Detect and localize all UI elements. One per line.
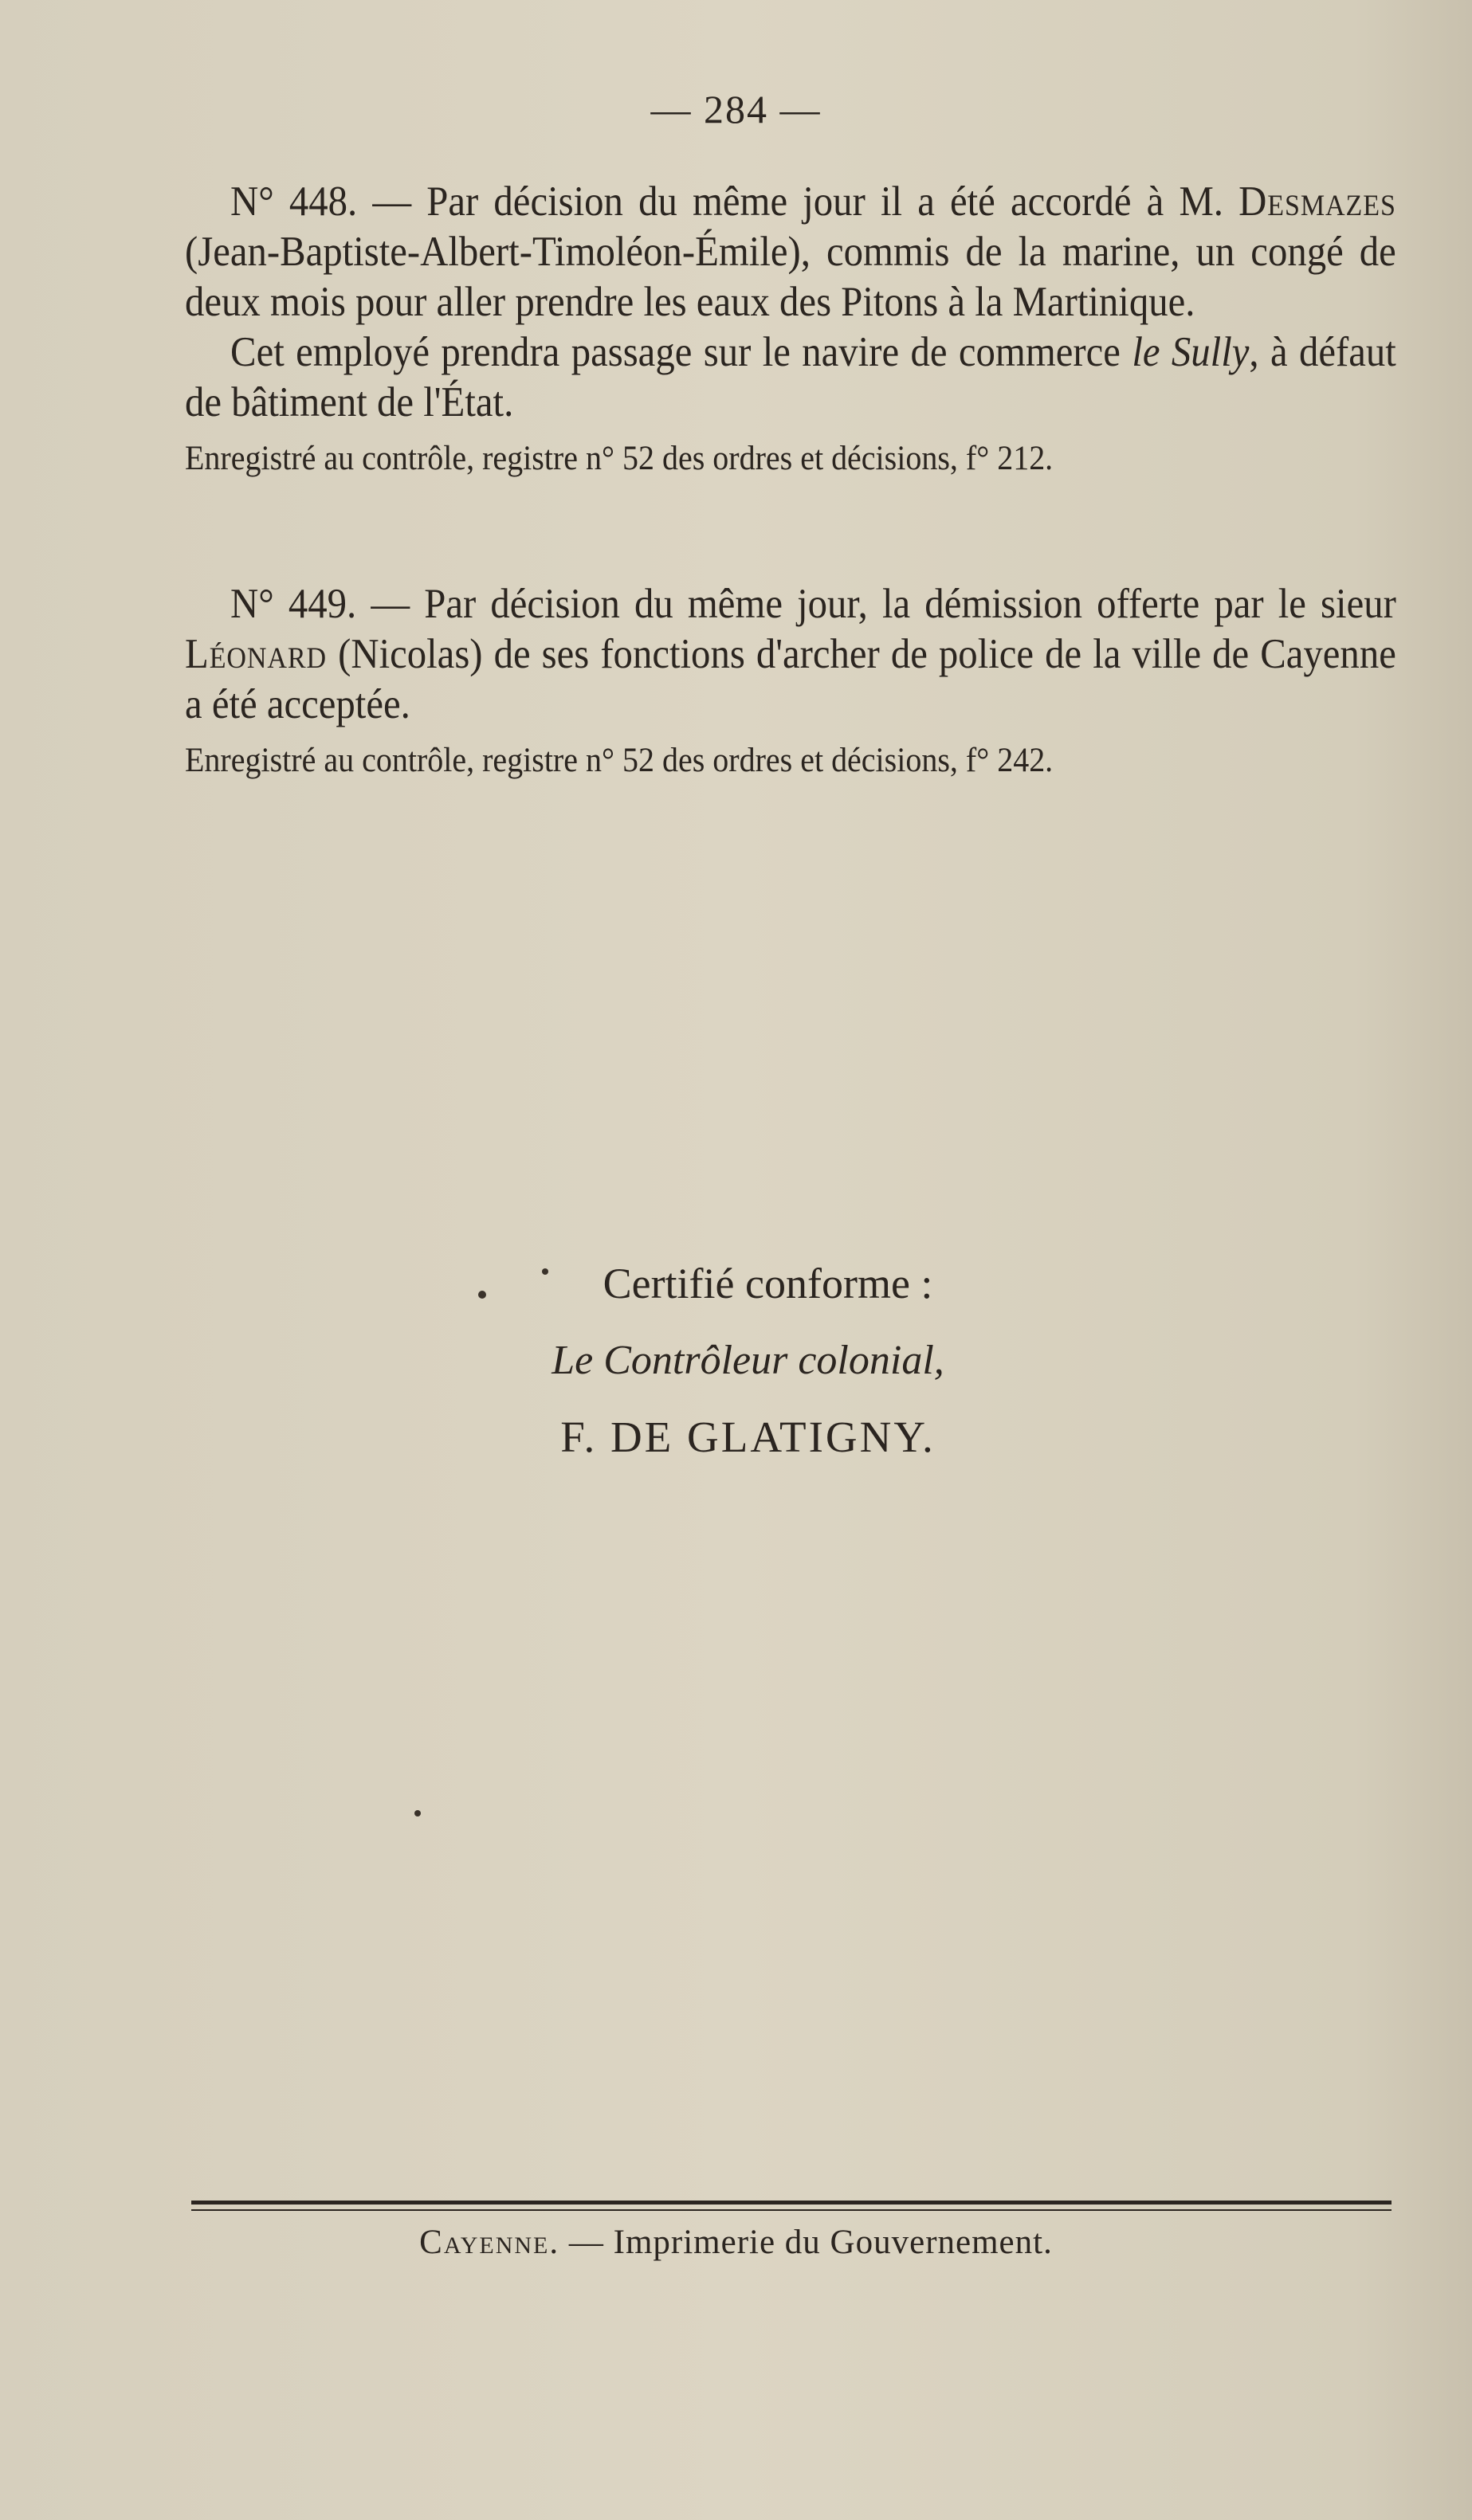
footer-rule-thin (191, 2209, 1392, 2211)
certification-title: Le Contrôleur colonial, (552, 1338, 944, 1383)
entry-448-text: N° 448. — Par décision du même jour il a été accordé à M. Desmazes (Jean-Baptiste-Albert-Timoléon-Émile), commis de la marine, un congé de deux mois pour aller prendre les eaux des Pitons à la Martinique. (185, 178, 1396, 325)
ink-speck (414, 1810, 421, 1817)
footer-rule (191, 2201, 1392, 2205)
entry-448 (185, 177, 1396, 480)
ink-speck (478, 1291, 486, 1299)
entry-448-passage: Cet employé prendra passage sur le navire de commerce le Sully, à défaut de bâtiment de l'État. (185, 329, 1396, 425)
person-name: Desmazes (1238, 178, 1396, 225)
ink-speck (542, 1268, 548, 1275)
entry-448-number: N° 448. (230, 178, 358, 225)
imprint-printer: Imprimerie du Gouvernement. (613, 2224, 1053, 2261)
entry-449-text: N° 449. — Par décision du même jour, la démission offerte par le sieur Léonard (Nicolas) de ses fonctions d'archer de police de la ville de Cayenne a été acceptée. (185, 581, 1396, 727)
imprint-place: Cayenne. (419, 2224, 560, 2261)
entry-449 (185, 579, 1396, 782)
certification-label: Certifié conforme : (603, 1260, 933, 1307)
entry-449-number: N° 449. (230, 581, 357, 627)
entry-449-registry: Enregistré au contrôle, registre n° 52 des ordres et décisions, f° 242. (185, 742, 1054, 779)
person-name: Léonard (185, 631, 328, 677)
entry-448-registry: Enregistré au contrôle, registre n° 52 des ordres et décisions, f° 212. (185, 440, 1054, 477)
page-number: — 284 — (650, 87, 822, 131)
certification-signatory: F. DE GLATIGNY. (560, 1413, 936, 1461)
imprint: Cayenne. — Imprimerie du Gouvernement. (419, 2224, 1053, 2261)
ship-name: le Sully (1132, 329, 1250, 375)
